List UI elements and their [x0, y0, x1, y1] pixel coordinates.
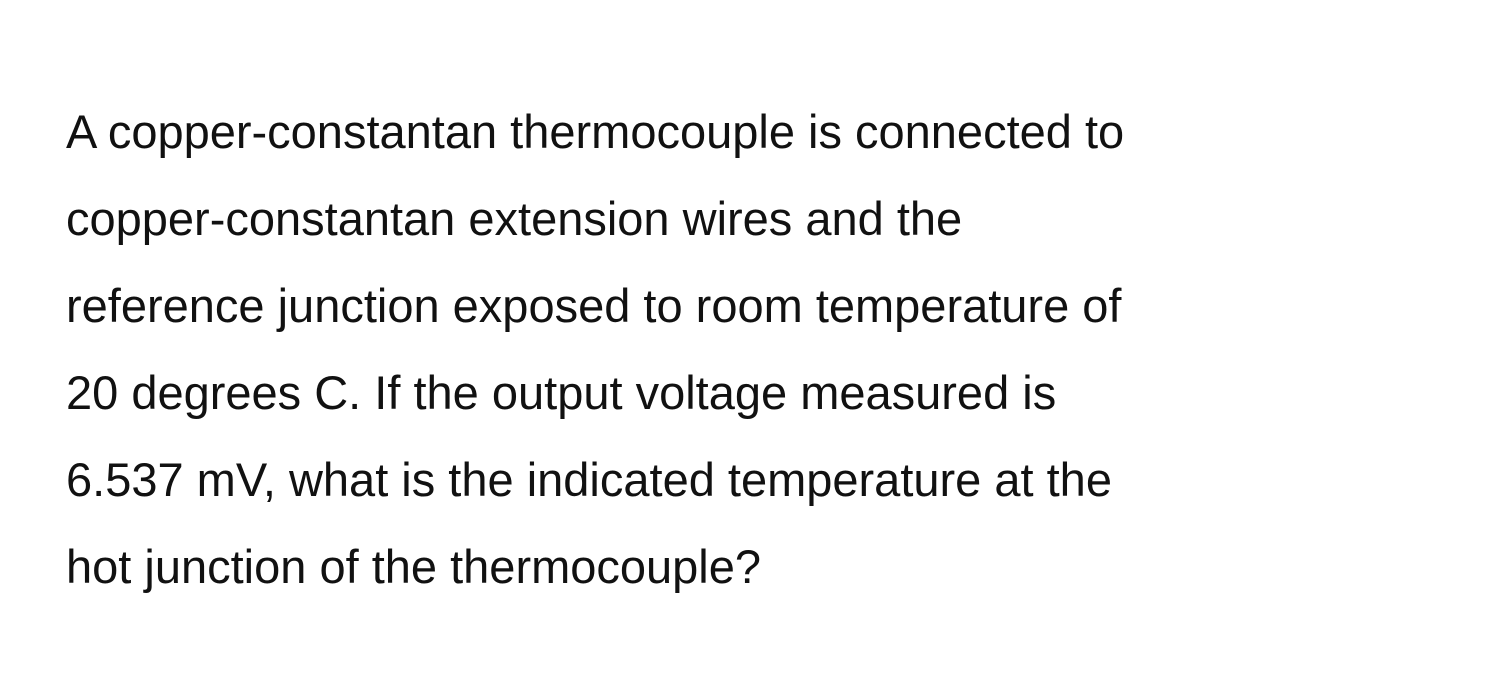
question-line: reference junction exposed to room temperature of: [66, 279, 1122, 332]
question-line: 20 degrees C. If the output voltage measured is: [66, 366, 1057, 419]
question-line: copper-constantan extension wires and the: [66, 192, 963, 245]
question-line: 6.537 mV, what is the indicated temperature at the: [66, 453, 1112, 506]
question-line: hot junction of the thermocouple?: [66, 540, 762, 593]
question-line: A copper-constantan thermocouple is connected to: [66, 105, 1125, 158]
question-text: [66, 88, 1466, 610]
